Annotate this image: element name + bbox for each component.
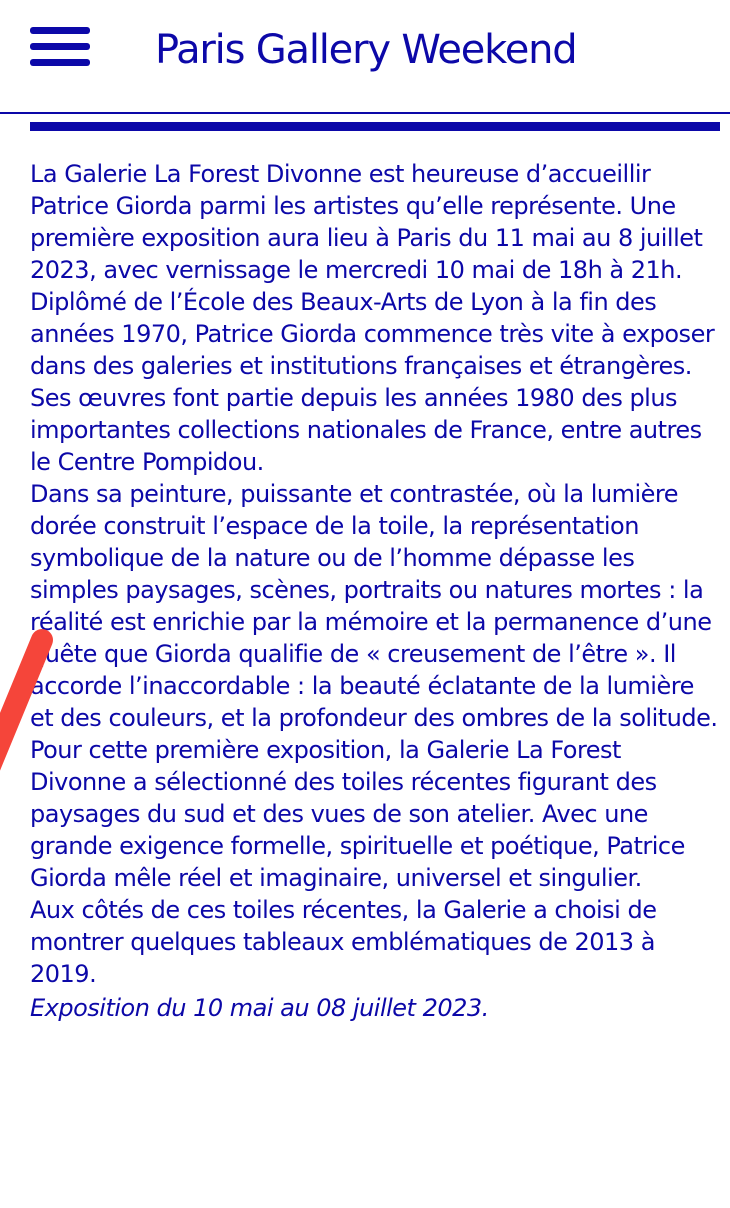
section-divider — [30, 122, 720, 131]
article-paragraph-5: Aux côtés de ces toiles récentes, la Galerie a choisi de montrer quelques tableaux emblématiques de 2013 à 2019. — [30, 896, 657, 988]
article-paragraph-1: La Galerie La Forest Divonne est heureuse d’accueillir Patrice Giorda parmi les artistes qu’elle représente. Une première exposition aura lieu à Paris du 11 mai au 8 juillet 2023, avec vernissage le mercredi 10 mai de 18h à 21h. — [30, 160, 703, 284]
menu-bar-middle — [30, 43, 90, 50]
hamburger-menu-icon[interactable] — [30, 27, 90, 67]
article-paragraph-3: Dans sa peinture, puissante et contrastée, où la lumière dorée construit l’espace de la toile, la représentation symbolique de la nature ou de l’homme dépasse les simples paysages, scènes, portraits ou natures mortes : la réalité est enrichie par la mémoire et la permanence d’une quête que Giorda qualifie de « creusement de l’être ». Il accorde l’inaccordable : la beauté éclatante de la lumière et des couleurs, et la profondeur des ombres de la solitude. — [30, 480, 718, 732]
exhibition-dates: Exposition du 10 mai au 08 juillet 2023. — [30, 994, 489, 1022]
site-title-link[interactable]: Paris Gallery Weekend — [155, 27, 577, 73]
article-paragraph-2: Diplômé de l’École des Beaux-Arts de Lyon à la fin des années 1970, Patrice Giorda commence très vite à exposer dans des galeries et institutions françaises et étrangères. Ses œuvres font partie depuis les années 1980 des plus importantes collections nationales de France, entre autres le Centre Pompidou. — [30, 288, 715, 476]
site-header — [0, 0, 730, 114]
article-body — [30, 158, 722, 1024]
article-paragraph-4: Pour cette première exposition, la Galerie La Forest Divonne a sélectionné des toiles récentes figurant des paysages du sud et des vues de son atelier. Avec une grande exigence formelle, spirituelle et poétique, Patrice Giorda mêle réel et imaginaire, universel et singulier. — [30, 736, 685, 892]
menu-bar-top — [30, 27, 90, 34]
menu-bar-bottom — [30, 59, 90, 66]
